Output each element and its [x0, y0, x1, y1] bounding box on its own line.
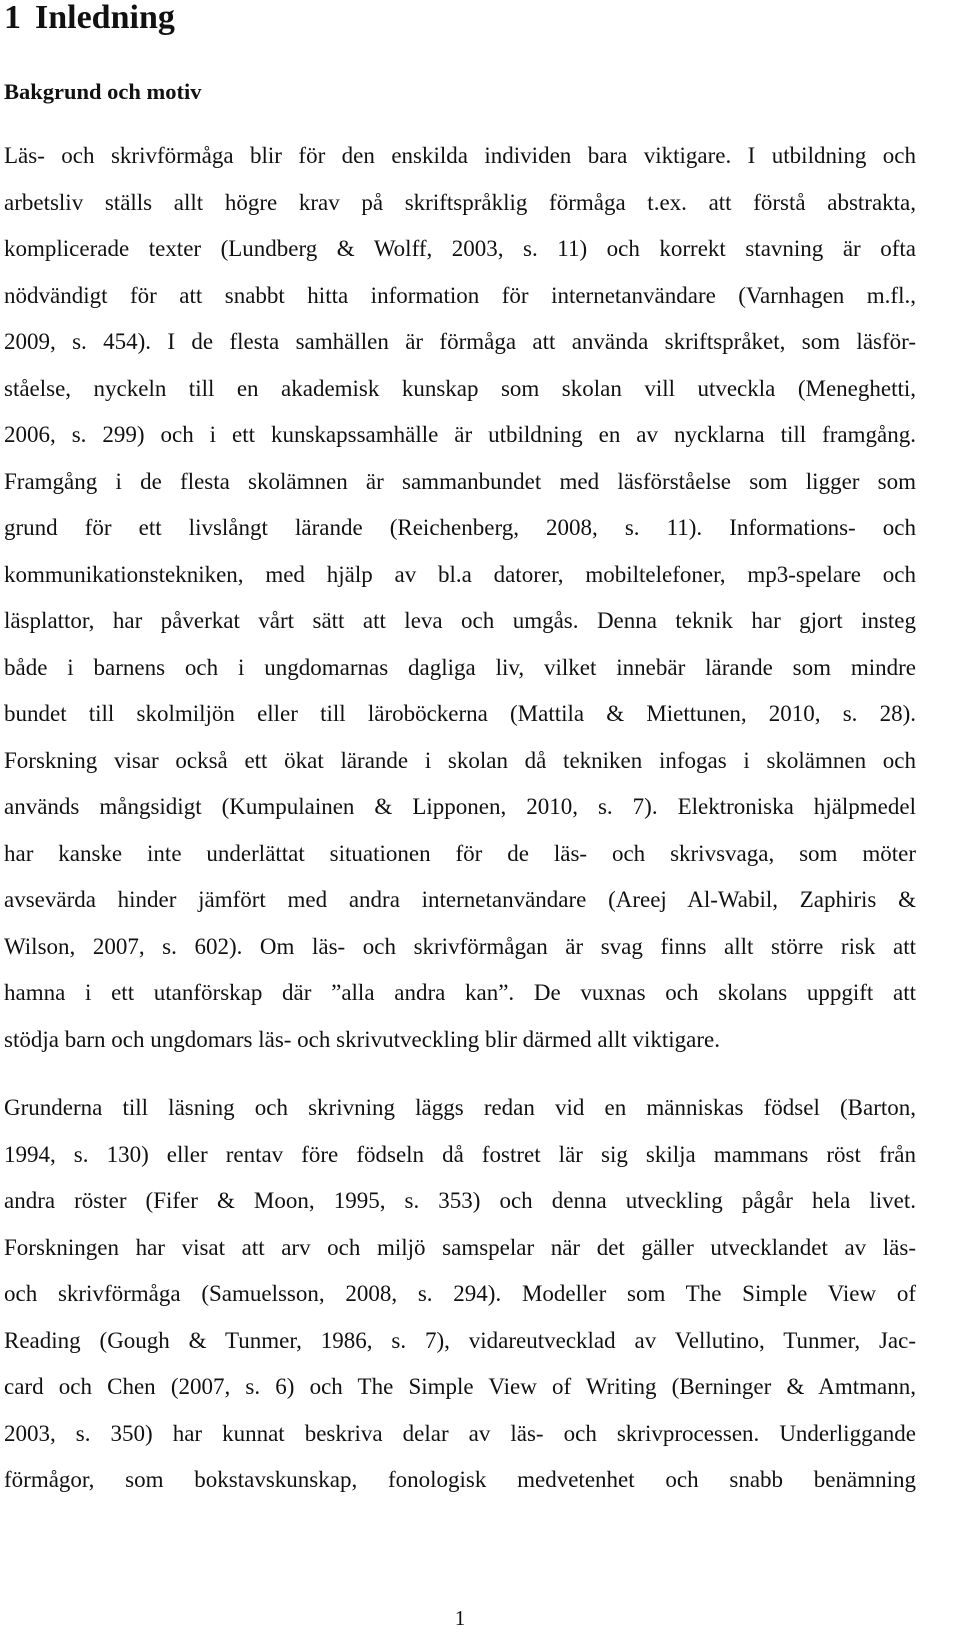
text-line: Framgång i de flesta skolämnen är sammanbundet med läsförståelse som ligger som: [4, 468, 916, 494]
text-line: bundet till skolmiljön eller till läroböckerna (Mattila & Miettunen, 2010, s. 28).: [4, 701, 916, 726]
text-line: 2009, s. 454). I de flesta samhällen är förmåga att använda skriftspråket, som läsför-: [4, 329, 916, 354]
text-line: komplicerade texter (Lundberg & Wolff, 2003, s. 11) och korrekt stavning är ofta: [4, 236, 916, 261]
text-line: förmågor, som bokstavskunskap, fonologisk medvetenhet och snabb benämning: [4, 1467, 916, 1492]
text-line: Wilson, 2007, s. 602). Om läs- och skrivförmågan är svag finns allt större risk att: [4, 933, 916, 959]
text-line: läsplattor, har påverkat vårt sätt att leva och umgås. Denna teknik har gjort insteg: [4, 608, 916, 633]
text-line: ståelse, nyckeln till en akademisk kunskap som skolan vill utveckla (Meneghetti,: [4, 375, 916, 401]
text-line: 2006, s. 299) och i ett kunskapssamhälle är utbildning en av nycklarna till framgång.: [4, 422, 916, 447]
section-heading: Bakgrund och motiv: [4, 79, 202, 104]
text-line: avsevärda hinder jämfört med andra internetanvändare (Areej Al-Wabil, Zaphiris &: [4, 887, 916, 912]
text-line: används mångsidigt (Kumpulainen & Lipponen, 2010, s. 7). Elektroniska hjälpmedel: [4, 794, 916, 819]
text-line: 2003, s. 350) har kunnat beskriva delar av läs- och skrivprocessen. Underliggande: [4, 1420, 916, 1446]
text-line: arbetsliv ställs allt högre krav på skriftspråklig förmåga t.ex. att förstå abstrakta,: [4, 189, 916, 215]
chapter-title: Inledning: [35, 0, 175, 36]
text-line: card och Chen (2007, s. 6) och The Simple View of Writing (Berninger & Amtmann,: [4, 1374, 916, 1399]
text-line: andra röster (Fifer & Moon, 1995, s. 353) och denna utveckling pågår hela livet.: [4, 1188, 916, 1213]
text-line: Forskning visar också ett ökat lärande i skolan då tekniken infogas i skolämnen och: [4, 747, 916, 773]
chapter-heading: [4, 0, 175, 40]
text-line: har kanske inte underlättat situationen för de läs- och skrivsvaga, som möter: [4, 840, 916, 866]
page-number: 1: [454, 1606, 466, 1630]
text-line: och skrivförmåga (Samuelsson, 2008, s. 294). Modeller som The Simple View of: [4, 1281, 916, 1306]
text-line: Reading (Gough & Tunmer, 1986, s. 7), vidareutvecklad av Vellutino, Tunmer, Jac-: [4, 1327, 916, 1353]
text-line: kommunikationstekniken, med hjälp av bl.a datorer, mobiltelefoner, mp3-spelare och: [4, 561, 916, 587]
text-line: Grunderna till läsning och skrivning läggs redan vid en människas födsel (Barton,: [4, 1095, 916, 1120]
chapter-number: 1: [4, 0, 21, 36]
text-line: både i barnens och i ungdomarnas dagliga liv, vilket innebär lärande som mindre: [4, 654, 916, 680]
text-line: grund för ett livslångt lärande (Reichenberg, 2008, s. 11). Informations- och: [4, 515, 916, 540]
text-line: nödvändigt för att snabbt hitta information för internetanvändare (Varnhagen m.fl.,: [4, 282, 916, 308]
text-line: hamna i ett utanförskap där ”alla andra kan”. De vuxnas och skolans uppgift att: [4, 980, 916, 1005]
text-line: Forskningen har visat att arv och miljö samspelar när det gäller utvecklandet av läs-: [4, 1234, 916, 1260]
text-line: Läs- och skrivförmåga blir för den enskilda individen bara viktigare. I utbildning och: [4, 143, 916, 168]
text-line: stödja barn och ungdomars läs- och skrivutveckling blir därmed allt viktigare.: [4, 1026, 721, 1052]
text-line: 1994, s. 130) eller rentav före födseln då fostret lär sig skilja mammans röst från: [4, 1141, 916, 1167]
